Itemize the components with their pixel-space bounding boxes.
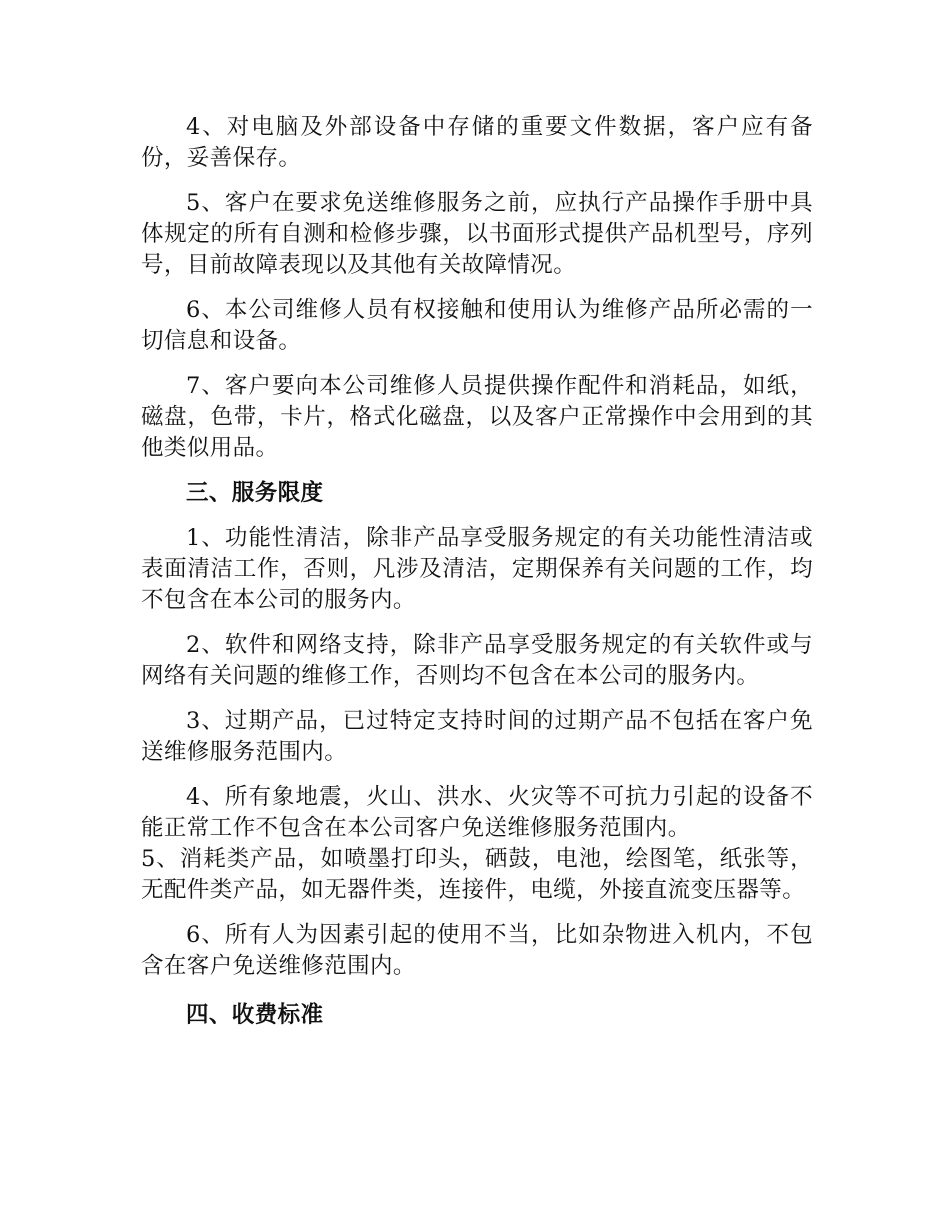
section-heading-service-limits: 三、服务限度: [186, 480, 324, 506]
paragraph-item-5: 5、客户在要求免送维修服务之前，应执行产品操作手册中具体规定的所有自测和检修步骤，以书面形式提供产品机型号，序列号，目前故障表现以及其他有关故障情况。: [141, 190, 813, 278]
limit-item-4: 4、所有象地震，火山、洪水、火灾等不可抗力引起的设备不能正常工作不包含在本公司客户免送维修服务范围内。: [141, 784, 813, 841]
limit-item-5: 5、消耗类产品，如喷墨打印头，硒鼓，电池，绘图笔，纸张等，无配件类产品，如无器件类，连接件，电缆，外接直流变压器等。: [141, 846, 813, 903]
limit-item-1: 1、功能性清洁，除非产品享受服务规定的有关功能性清洁或表面清洁工作，否则，凡涉及清洁，定期保养有关问题的工作，均不包含在本公司的服务内。: [141, 525, 813, 613]
paragraph-item-4: 4、对电脑及外部设备中存储的重要文件数据，客户应有备份，妥善保存。: [141, 114, 813, 171]
document-body: [141, 112, 813, 1045]
section-heading-fee-standard: 四、收费标准: [186, 1002, 324, 1028]
limit-item-6: 6、所有人为因素引起的使用不当，比如杂物进入机内，不包含在客户免送维修范围内。: [141, 922, 813, 979]
paragraph-item-7: 7、客户要向本公司维修人员提供操作配件和消耗品，如纸，磁盘，色带，卡片，格式化磁盘，以及客户正常操作中会用到的其他类似用品。: [141, 373, 813, 461]
limit-item-2: 2、软件和网络支持，除非产品享受服务规定的有关软件或与网络有关问题的维修工作，否则均不包含在本公司的服务内。: [141, 632, 813, 689]
paragraph-item-6: 6、本公司维修人员有权接触和使用认为维修产品所必需的一切信息和设备。: [141, 297, 813, 354]
limit-item-3: 3、过期产品，已过特定支持时间的过期产品不包括在客户免送维修服务范围内。: [141, 708, 813, 765]
